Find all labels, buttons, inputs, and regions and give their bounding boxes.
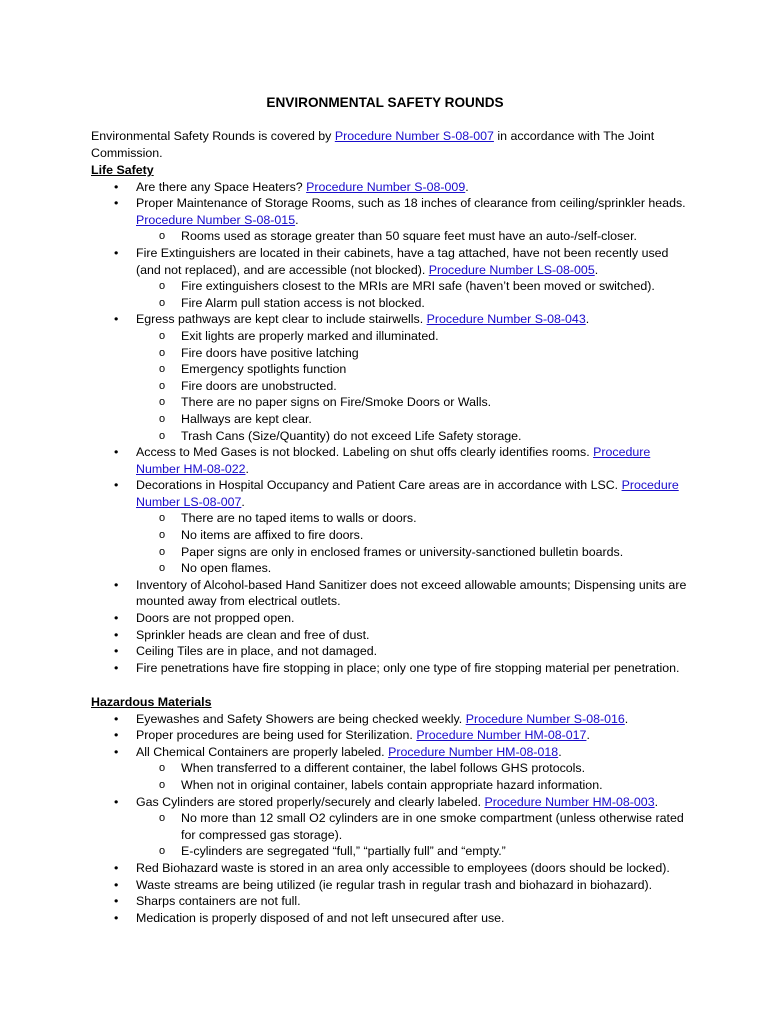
sub-list-item: o When not in original container, labels contain appropriate hazard information. — [91, 777, 691, 794]
sub-list-item: o E-cylinders are segregated “full,” “partially full” and “empty.” — [91, 843, 691, 860]
sub-list-item: o Hallways are kept clear. — [91, 411, 691, 428]
sub-list-item: o Fire doors have positive latching — [91, 345, 691, 362]
sub-list-item: o There are no paper signs on Fire/Smoke Doors or Walls. — [91, 394, 691, 411]
list-item-text: All Chemical Containers are properly labeled. — [136, 744, 389, 759]
list-item — [91, 794, 691, 811]
procedure-link[interactable]: Procedure Number HM-08-003 — [484, 794, 655, 809]
list-item — [91, 610, 691, 627]
intro-procedure-link[interactable]: Procedure Number S-08-007 — [334, 129, 494, 143]
list-item-text: Sharps containers are not full. — [136, 894, 301, 909]
list-item — [91, 860, 691, 877]
list-item-text: Inventory of Alcohol-based Hand Sanitizer does not exceed allowable amounts; Dispensing units are mounted away from electrical outlets. — [136, 577, 687, 609]
list-item — [91, 744, 691, 761]
page-title: ENVIRONMENTAL SAFETY ROUNDS — [266, 95, 504, 110]
list-item — [91, 245, 691, 278]
list-item-text: Fire Extinguishers are located in their cabinets, have a tag attached, have not been recently used (and not replaced), and are accessible (not blocked). — [136, 245, 669, 277]
list-item — [91, 627, 691, 644]
sub-list-item: o When transferred to a different container, the label follows GHS protocols. — [91, 760, 691, 777]
list-item — [91, 311, 691, 328]
list-item — [91, 577, 691, 610]
procedure-link[interactable]: Procedure Number S-08-016 — [465, 711, 625, 726]
list-item-punctuation: . — [558, 744, 562, 759]
list-item-text: Proper procedures are being used for Sterilization. — [136, 728, 417, 743]
list-item — [91, 910, 691, 927]
list-item-text: Gas Cylinders are stored properly/securely and clearly labeled. — [136, 794, 485, 809]
sub-list-item: o No more than 12 small O2 cylinders are in one smoke compartment (unless otherwise rated for compressed gas storage). — [91, 810, 691, 843]
list-item — [91, 179, 691, 196]
list-item-text: Sprinkler heads are clean and free of dust. — [136, 627, 370, 642]
life-safety-heading: Life Safety — [91, 163, 154, 177]
list-item — [91, 877, 691, 894]
list-item — [91, 727, 691, 744]
list-item-punctuation: . — [241, 494, 245, 509]
life-safety-section — [91, 162, 691, 676]
sub-list-item: o Exit lights are properly marked and illuminated. — [91, 328, 691, 345]
list-item-text: Egress pathways are kept clear to include stairwells. — [136, 312, 427, 327]
intro-paragraph — [91, 128, 711, 161]
list-item-text: Waste streams are being utilized (ie regular trash in regular trash and biohazard in biohazard). — [136, 877, 653, 892]
list-item-text: Red Biohazard waste is stored in an area only accessible to employees (doors should be locked). — [136, 860, 670, 875]
hazardous-materials-section — [91, 694, 691, 926]
list-item-punctuation: . — [654, 794, 659, 809]
list-item — [91, 643, 691, 660]
life-safety-list — [91, 179, 691, 677]
list-item-text: Fire penetrations have fire stopping in place; only one type of fire stopping material per penetration. — [136, 660, 680, 675]
sub-list-item: o Emergency spotlights function — [91, 361, 691, 378]
procedure-link[interactable]: Procedure Number S-08-015 — [136, 212, 296, 227]
list-item-text: Eyewashes and Safety Showers are being checked weekly. — [136, 711, 466, 726]
procedure-link[interactable]: Procedure Number LS-08-005 — [428, 262, 595, 277]
list-item-punctuation: . — [594, 262, 599, 277]
list-item-text: Decorations in Hospital Occupancy and Patient Care areas are in accordance with LSC. — [136, 478, 622, 493]
list-item-punctuation: . — [465, 179, 469, 194]
sub-list-item: o No items are affixed to fire doors. — [91, 527, 691, 544]
list-item-text: Medication is properly disposed of and not left unsecured after use. — [136, 910, 505, 925]
list-item-text: Doors are not propped open. — [136, 611, 295, 626]
procedure-link[interactable]: Procedure Number HM-08-022 — [136, 445, 651, 476]
intro-text-end: in accordance with The Joint Commission. — [91, 129, 655, 160]
list-item-text: Ceiling Tiles are in place, and not damaged. — [136, 644, 378, 659]
list-item-punctuation: . — [295, 212, 299, 227]
sub-list-item: o No open flames. — [91, 560, 691, 577]
list-item-punctuation: . — [245, 461, 249, 476]
list-item-punctuation: . — [585, 312, 590, 327]
list-item — [91, 893, 691, 910]
procedure-link[interactable]: Procedure Number HM-08-017 — [416, 728, 587, 743]
sub-list-item: o Rooms used as storage greater than 50 square feet must have an auto-/self-closer. — [91, 228, 691, 245]
list-item-punctuation: . — [586, 728, 590, 743]
sub-list-item: o Fire doors are unobstructed. — [91, 378, 691, 395]
list-item — [91, 477, 691, 510]
sub-list-item: o Trash Cans (Size/Quantity) do not exceed Life Safety storage. — [91, 428, 691, 445]
hazardous-materials-list — [91, 711, 691, 927]
procedure-link[interactable]: Procedure Number LS-08-007 — [136, 478, 679, 509]
procedure-link[interactable]: Procedure Number S-08-009 — [306, 179, 466, 194]
list-item-text: Access to Med Gases is not blocked. Labeling on shut offs clearly identifies rooms. — [136, 445, 594, 460]
intro-text: Environmental Safety Rounds is covered by — [91, 129, 335, 143]
hazardous-materials-heading: Hazardous Materials — [91, 695, 212, 709]
sub-list-item: o Fire Alarm pull station access is not blocked. — [91, 295, 691, 312]
procedure-link[interactable]: Procedure Number HM-08-018 — [388, 744, 559, 759]
sub-list-item: o Fire extinguishers closest to the MRIs are MRI safe (haven’t been moved or switched). — [91, 278, 691, 295]
list-item-text: Proper Maintenance of Storage Rooms, such as 18 inches of clearance from ceiling/sprinkler heads. — [136, 196, 686, 211]
list-item — [91, 660, 691, 677]
list-item — [91, 195, 691, 228]
list-item — [91, 711, 691, 728]
list-item-punctuation: . — [624, 711, 629, 726]
procedure-link[interactable]: Procedure Number S-08-043 — [426, 312, 586, 327]
sub-list-item: o There are no taped items to walls or doors. — [91, 510, 691, 527]
list-item-text: Are there any Space Heaters? — [136, 179, 307, 194]
list-item — [91, 444, 691, 477]
sub-list-item: o Paper signs are only in enclosed frames or university-sanctioned bulletin boards. — [91, 544, 691, 561]
